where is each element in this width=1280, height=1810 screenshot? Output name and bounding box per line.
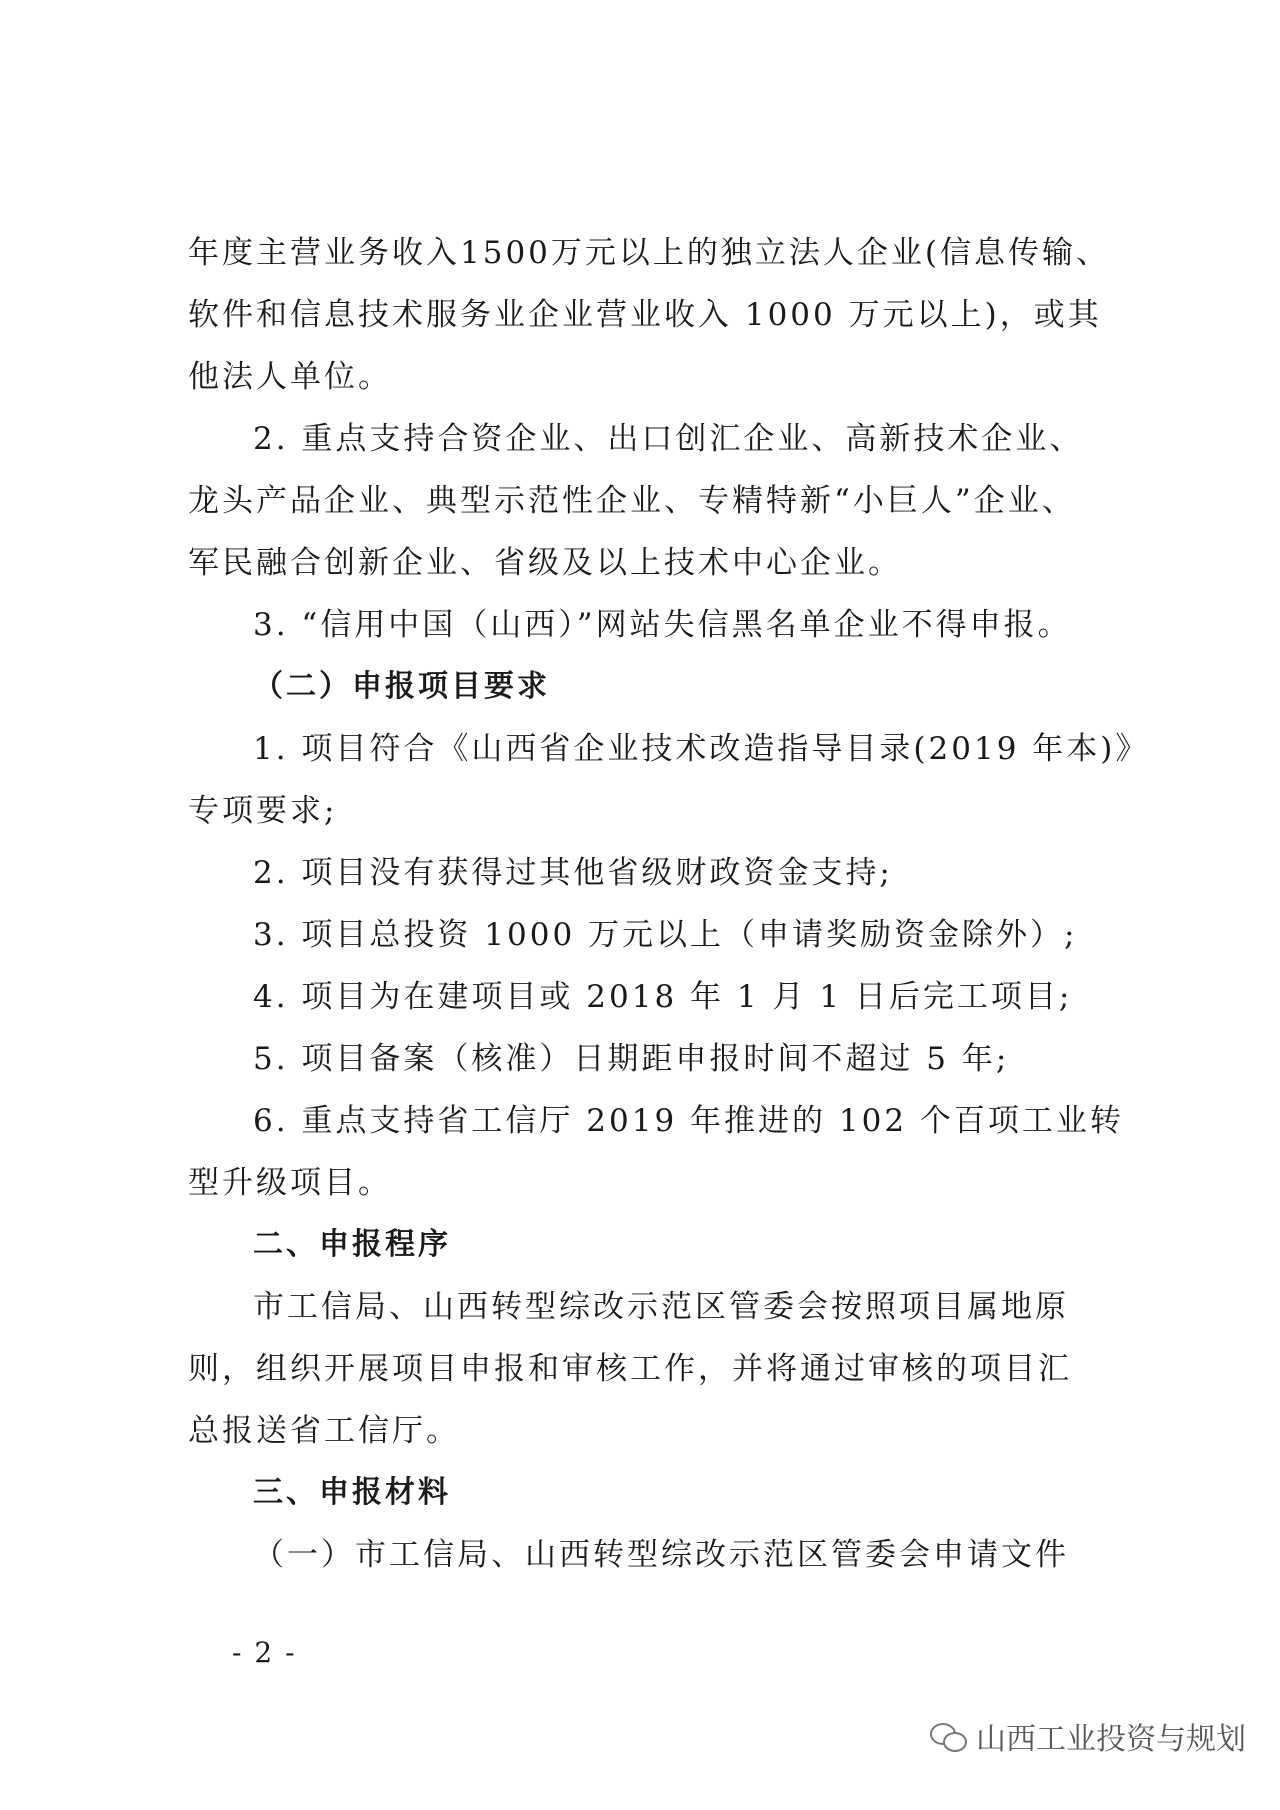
list-item: 2. 重点支持合资企业、出口创汇企业、高新技术企业、	[253, 421, 1084, 457]
section-heading: （二）申报项目要求	[253, 669, 550, 704]
list-item: 2. 项目没有获得过其他省级财政资金支持;	[253, 855, 893, 891]
body-line: 龙头产品企业、典型示范性企业、专精特新“小巨人”企业、	[188, 483, 1076, 519]
section-heading: 二、申报程序	[253, 1227, 451, 1262]
body-line: 总报送省工信厅。	[188, 1413, 460, 1449]
body-line: 型升级项目。	[188, 1165, 392, 1201]
body-line: （一）市工信局、山西转型综改示范区管委会申请文件	[253, 1537, 1069, 1573]
list-item: 6. 重点支持省工信厅 2019 年推进的 102 个百项工业转	[253, 1103, 1124, 1139]
body-line: 市工信局、山西转型综改示范区管委会按照项目属地原	[253, 1289, 1069, 1325]
list-item: 1. 项目符合《山西省企业技术改造指导目录(2019 年本)》	[253, 731, 1150, 767]
list-item: 3. “信用中国（山西）”网站失信黑名单企业不得申报。	[253, 607, 1072, 643]
section-heading: 三、申报材料	[253, 1475, 451, 1510]
document-body	[188, 222, 1150, 1586]
body-line: 专项要求;	[188, 793, 338, 829]
list-item: 3. 项目总投资 1000 万元以上（申请奖励资金除外）;	[253, 917, 1078, 953]
body-line: 他法人单位。	[188, 359, 392, 395]
list-item: 5. 项目备案（核准）日期距申报时间不超过 5 年;	[253, 1041, 1010, 1077]
list-item: 4. 项目为在建项目或 2018 年 1 月 1 日后完工项目;	[253, 979, 1073, 1015]
page-number: - 2 -	[232, 1636, 297, 1669]
body-line: 军民融合创新企业、省级及以上技术中心企业。	[188, 545, 902, 581]
body-line: 软件和信息技术服务业企业营业收入 1000 万元以上)，或其	[188, 297, 1102, 333]
wechat-icon	[930, 1721, 966, 1751]
body-line: 年度主营业务收入1500万元以上的独立法人企业(信息传输、	[188, 235, 1110, 271]
watermark-text: 山西工业投资与规划	[976, 1722, 1246, 1757]
watermark	[930, 1714, 1246, 1758]
body-line: 则，组织开展项目申报和审核工作，并将通过审核的项目汇	[188, 1351, 1072, 1387]
